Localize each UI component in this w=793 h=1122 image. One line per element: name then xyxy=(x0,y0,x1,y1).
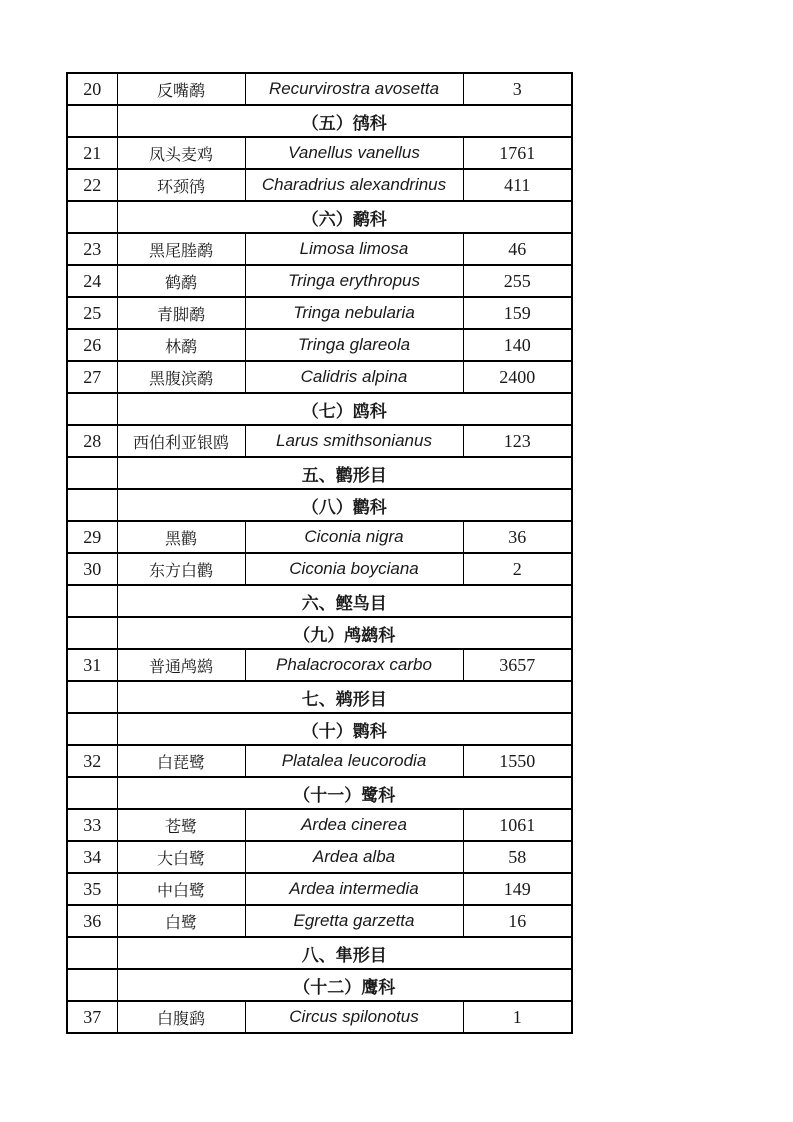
latin-name-cell: Circus spilonotus xyxy=(245,1001,463,1033)
latin-name-cell: Tringa erythropus xyxy=(245,265,463,297)
family-header-row xyxy=(67,969,572,1001)
family-title-cell: （六）鹬科 xyxy=(117,201,572,233)
family-header-row xyxy=(67,777,572,809)
row-number-cell: 22 xyxy=(67,169,117,201)
family-title-cell: （七）鸥科 xyxy=(117,393,572,425)
order-title-cell: 五、鹳形目 xyxy=(117,457,572,489)
latin-name-cell: Ardea intermedia xyxy=(245,873,463,905)
empty-number-cell xyxy=(67,393,117,425)
row-number-cell: 33 xyxy=(67,809,117,841)
species-row xyxy=(67,841,572,873)
empty-number-cell xyxy=(67,201,117,233)
latin-name-cell: Ciconia nigra xyxy=(245,521,463,553)
order-header-row xyxy=(67,457,572,489)
chinese-name-cell: 中白鹭 xyxy=(117,873,245,905)
chinese-name-cell: 东方白鹳 xyxy=(117,553,245,585)
row-number-cell: 20 xyxy=(67,73,117,105)
species-row xyxy=(67,361,572,393)
count-cell: 3657 xyxy=(463,649,572,681)
latin-name-cell: Larus smithsonianus xyxy=(245,425,463,457)
species-row xyxy=(67,265,572,297)
count-cell: 46 xyxy=(463,233,572,265)
species-row xyxy=(67,745,572,777)
row-number-cell: 28 xyxy=(67,425,117,457)
count-cell: 159 xyxy=(463,297,572,329)
family-title-cell: （十二）鹰科 xyxy=(117,969,572,1001)
row-number-cell: 31 xyxy=(67,649,117,681)
empty-number-cell xyxy=(67,457,117,489)
empty-number-cell xyxy=(67,585,117,617)
species-row xyxy=(67,905,572,937)
species-row xyxy=(67,873,572,905)
count-cell: 411 xyxy=(463,169,572,201)
count-cell: 1 xyxy=(463,1001,572,1033)
count-cell: 3 xyxy=(463,73,572,105)
order-header-row xyxy=(67,937,572,969)
latin-name-cell: Ardea cinerea xyxy=(245,809,463,841)
species-row xyxy=(67,137,572,169)
count-cell: 1761 xyxy=(463,137,572,169)
chinese-name-cell: 反嘴鹬 xyxy=(117,73,245,105)
chinese-name-cell: 白腹鹞 xyxy=(117,1001,245,1033)
family-header-row xyxy=(67,617,572,649)
family-title-cell: （八）鹳科 xyxy=(117,489,572,521)
chinese-name-cell: 青脚鹬 xyxy=(117,297,245,329)
species-row xyxy=(67,1001,572,1033)
species-row xyxy=(67,233,572,265)
family-title-cell: （五）鸻科 xyxy=(117,105,572,137)
chinese-name-cell: 白琵鹭 xyxy=(117,745,245,777)
family-header-row xyxy=(67,393,572,425)
row-number-cell: 25 xyxy=(67,297,117,329)
count-cell: 1550 xyxy=(463,745,572,777)
species-row xyxy=(67,553,572,585)
chinese-name-cell: 林鹬 xyxy=(117,329,245,361)
family-header-row xyxy=(67,105,572,137)
order-header-row xyxy=(67,585,572,617)
row-number-cell: 35 xyxy=(67,873,117,905)
chinese-name-cell: 白鹭 xyxy=(117,905,245,937)
family-title-cell: （十一）鹭科 xyxy=(117,777,572,809)
bird-table-body xyxy=(67,73,572,1033)
row-number-cell: 37 xyxy=(67,1001,117,1033)
row-number-cell: 26 xyxy=(67,329,117,361)
row-number-cell: 24 xyxy=(67,265,117,297)
count-cell: 1061 xyxy=(463,809,572,841)
chinese-name-cell: 大白鹭 xyxy=(117,841,245,873)
chinese-name-cell: 黑腹滨鹬 xyxy=(117,361,245,393)
family-header-row xyxy=(67,489,572,521)
count-cell: 140 xyxy=(463,329,572,361)
latin-name-cell: Charadrius alexandrinus xyxy=(245,169,463,201)
latin-name-cell: Ciconia boyciana xyxy=(245,553,463,585)
order-title-cell: 七、鹈形目 xyxy=(117,681,572,713)
row-number-cell: 29 xyxy=(67,521,117,553)
latin-name-cell: Recurvirostra avosetta xyxy=(245,73,463,105)
latin-name-cell: Egretta garzetta xyxy=(245,905,463,937)
row-number-cell: 21 xyxy=(67,137,117,169)
empty-number-cell xyxy=(67,105,117,137)
chinese-name-cell: 苍鹭 xyxy=(117,809,245,841)
family-header-row xyxy=(67,201,572,233)
count-cell: 149 xyxy=(463,873,572,905)
latin-name-cell: Calidris alpina xyxy=(245,361,463,393)
species-row xyxy=(67,169,572,201)
latin-name-cell: Tringa nebularia xyxy=(245,297,463,329)
latin-name-cell: Platalea leucorodia xyxy=(245,745,463,777)
species-row xyxy=(67,297,572,329)
order-title-cell: 八、隼形目 xyxy=(117,937,572,969)
chinese-name-cell: 黑鹳 xyxy=(117,521,245,553)
bird-species-table xyxy=(66,72,573,1034)
species-row xyxy=(67,809,572,841)
count-cell: 2 xyxy=(463,553,572,585)
count-cell: 58 xyxy=(463,841,572,873)
empty-number-cell xyxy=(67,681,117,713)
row-number-cell: 32 xyxy=(67,745,117,777)
order-header-row xyxy=(67,681,572,713)
empty-number-cell xyxy=(67,713,117,745)
empty-number-cell xyxy=(67,489,117,521)
empty-number-cell xyxy=(67,969,117,1001)
latin-name-cell: Limosa limosa xyxy=(245,233,463,265)
species-row xyxy=(67,521,572,553)
row-number-cell: 30 xyxy=(67,553,117,585)
count-cell: 123 xyxy=(463,425,572,457)
family-title-cell: （九）鸬鹚科 xyxy=(117,617,572,649)
chinese-name-cell: 鹤鹬 xyxy=(117,265,245,297)
empty-number-cell xyxy=(67,617,117,649)
family-header-row xyxy=(67,713,572,745)
chinese-name-cell: 环颈鸻 xyxy=(117,169,245,201)
empty-number-cell xyxy=(67,937,117,969)
order-title-cell: 六、鲣鸟目 xyxy=(117,585,572,617)
chinese-name-cell: 普通鸬鹚 xyxy=(117,649,245,681)
latin-name-cell: Phalacrocorax carbo xyxy=(245,649,463,681)
row-number-cell: 36 xyxy=(67,905,117,937)
count-cell: 2400 xyxy=(463,361,572,393)
species-row xyxy=(67,73,572,105)
row-number-cell: 27 xyxy=(67,361,117,393)
latin-name-cell: Vanellus vanellus xyxy=(245,137,463,169)
species-row xyxy=(67,329,572,361)
count-cell: 36 xyxy=(463,521,572,553)
row-number-cell: 23 xyxy=(67,233,117,265)
empty-number-cell xyxy=(67,777,117,809)
chinese-name-cell: 西伯利亚银鸥 xyxy=(117,425,245,457)
row-number-cell: 34 xyxy=(67,841,117,873)
chinese-name-cell: 黑尾塍鹬 xyxy=(117,233,245,265)
chinese-name-cell: 凤头麦鸡 xyxy=(117,137,245,169)
count-cell: 255 xyxy=(463,265,572,297)
latin-name-cell: Ardea alba xyxy=(245,841,463,873)
species-row xyxy=(67,649,572,681)
species-row xyxy=(67,425,572,457)
latin-name-cell: Tringa glareola xyxy=(245,329,463,361)
family-title-cell: （十）鹮科 xyxy=(117,713,572,745)
count-cell: 16 xyxy=(463,905,572,937)
